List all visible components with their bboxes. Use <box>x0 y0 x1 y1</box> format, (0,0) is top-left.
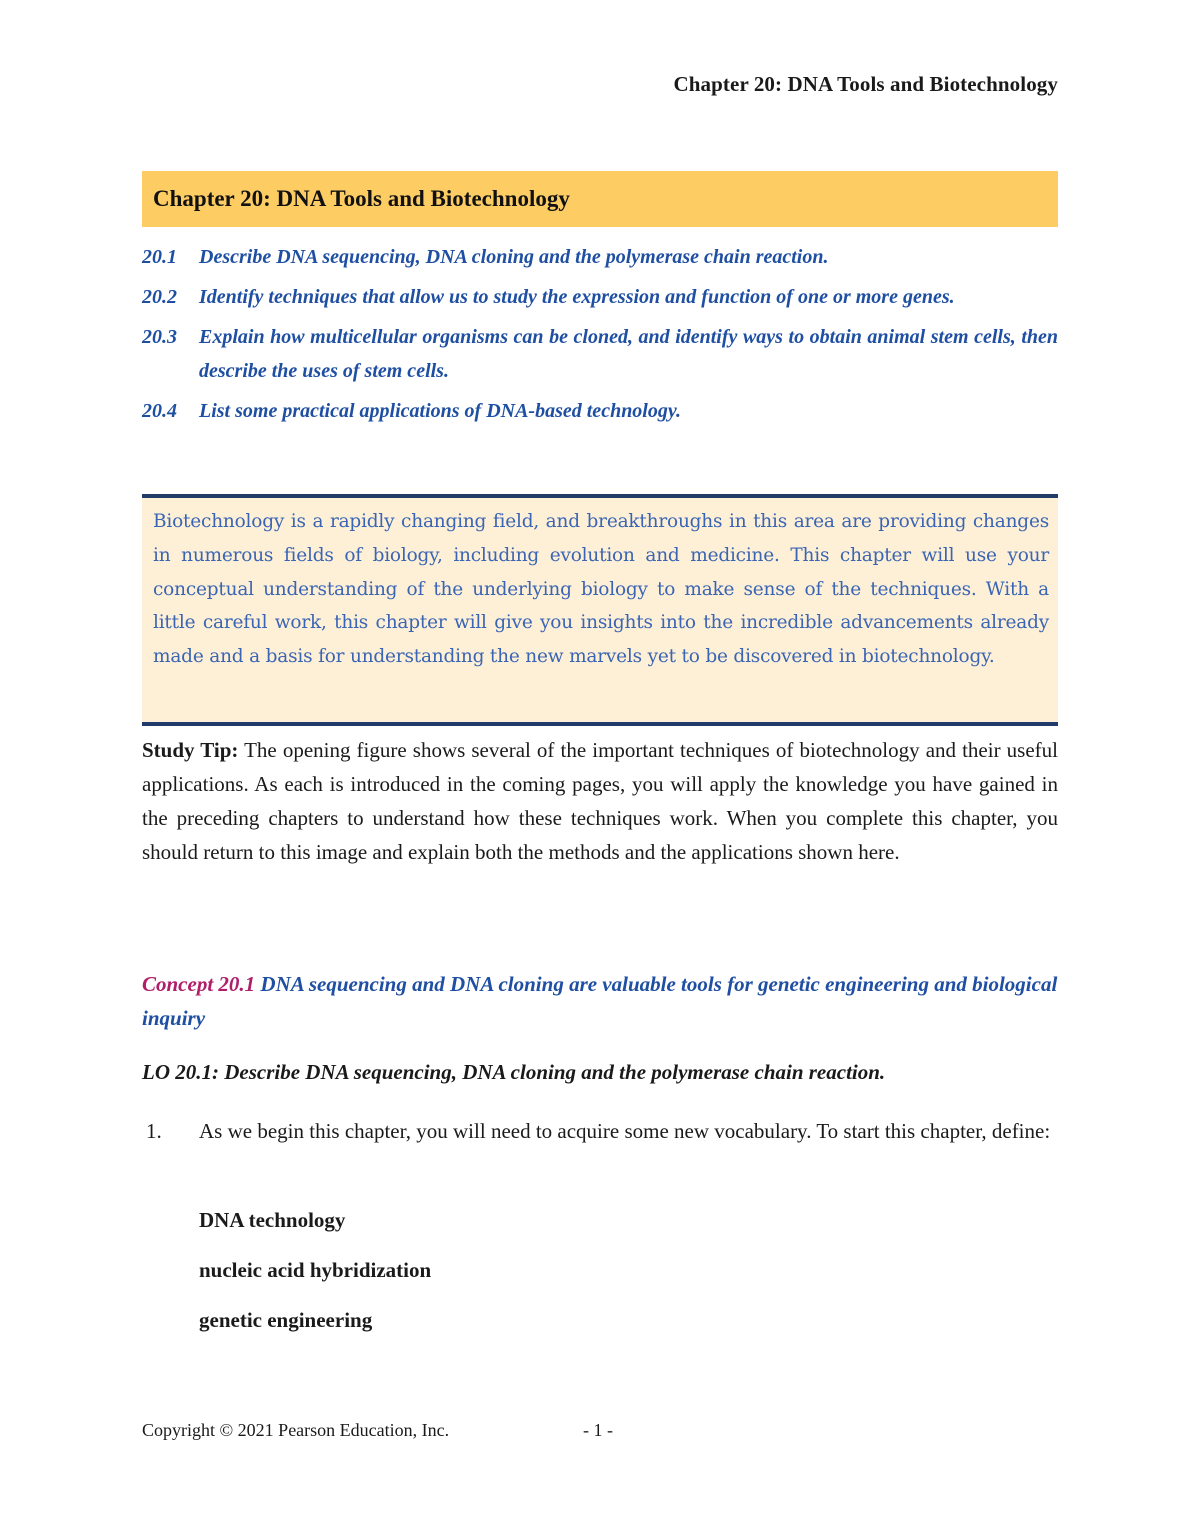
chapter-intro-text: Biotechnology is a rapidly changing field, and breakthroughs in this area are providing changes in numerous fields of biology, including evolution and medicine. This chapter will use your conceptual understanding of the underlying biology to make sense of the techniques. With a little careful work, this chapter will give you insights into the incredible advancements already made and a basis for understanding the new marvels yet to be discovered in biotechnology. <box>153 511 1049 668</box>
concept-heading <box>142 967 1058 1035</box>
chapter-intro-box <box>142 494 1058 726</box>
learning-objectives-list <box>142 240 1058 434</box>
vocab-term: genetic engineering <box>199 1308 373 1332</box>
footer-copyright: Copyright © 2021 Pearson Education, Inc. <box>142 1420 450 1440</box>
objective-text: List some practical applications of DNA-based technology. <box>199 400 682 422</box>
vocab-term: DNA technology <box>199 1208 346 1232</box>
objective-item <box>142 280 1058 314</box>
concept-text: DNA sequencing and DNA cloning are valuable tools for genetic engineering and biological inquiry <box>142 972 1058 1030</box>
chapter-banner <box>142 171 1058 227</box>
chapter-title: Chapter 20: DNA Tools and Biotechnology <box>153 186 570 211</box>
objective-number: 20.2 <box>142 286 177 308</box>
objective-number: 20.1 <box>142 246 177 268</box>
objective-item <box>142 240 1058 274</box>
objective-number: 20.4 <box>142 400 177 422</box>
objective-item <box>142 394 1058 428</box>
objective-text: Identify techniques that allow us to study the expression and function of one or more genes. <box>199 286 955 308</box>
vocab-term: nucleic acid hybridization <box>199 1258 432 1282</box>
objective-number: 20.3 <box>142 326 177 348</box>
running-header: Chapter 20: DNA Tools and Biotechnology <box>673 72 1058 96</box>
study-tip-text: The opening figure shows several of the important techniques of biotechnology and their useful applications. As each is introduced in the coming pages, you will apply the knowledge you have gained in the preceding chapters to understand how these techniques work. When you complete this chapter, you should return to this image and explain both the methods and the applications shown here. <box>142 738 1058 864</box>
question-text: As we begin this chapter, you will need to acquire some new vocabulary. To start this chapter, define: <box>199 1119 1051 1143</box>
objective-item <box>142 320 1058 388</box>
learning-objective-heading: LO 20.1: Describe DNA sequencing, DNA cloning and the polymerase chain reaction. <box>142 1060 886 1084</box>
objective-text: Explain how multicellular organisms can be cloned, and identify ways to obtain animal stem cells, then describe the uses of stem cells. <box>199 326 1058 382</box>
question-number: 1. <box>146 1119 162 1143</box>
concept-label: Concept 20.1 <box>142 972 256 996</box>
question-item <box>142 1114 1058 1148</box>
footer-page-number: - 1 - <box>583 1420 613 1440</box>
study-tip-paragraph <box>142 733 1058 869</box>
objective-text: Describe DNA sequencing, DNA cloning and the polymerase chain reaction. <box>199 246 829 268</box>
study-tip-label: Study Tip: <box>142 738 239 762</box>
